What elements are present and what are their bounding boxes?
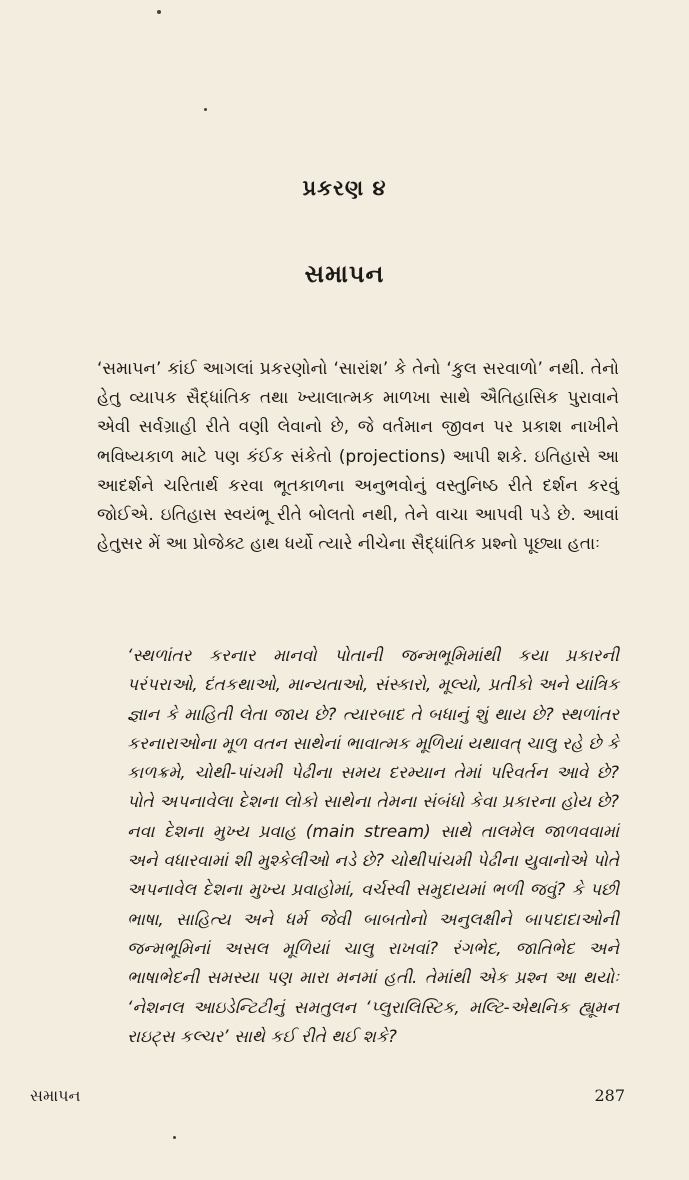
running-title: સમાપન bbox=[30, 1086, 81, 1105]
page-number: 287 bbox=[594, 1086, 625, 1105]
chapter-title: સમાપન bbox=[304, 260, 385, 288]
body-paragraph: ‘સમાપન’ કાંઈ આગલાં પ્રકરણોનો ‘સારાંશ’ કે તેનો ‘કુલ સરવાળો’ નથી. તેનો હેતુ વ્યાપક સૈદ્ધાંતિક તથા ખ્યાલાત્મક માળખા સાથે ઐતિહાસિક પુરાવાને એવી સર્વગ્રાહી રીતે વણી લેવાનો છે, જે વર્તમાન જીવન પર પ્રકાશ નાખીને ભવિષ્યકાળ માટે પણ કંઈક સંકેતો (projections) આપી શકે. ઇતિહાસે આ આદર્શને ચરિતાર્થ કરવા ભૂતકાળના અનુભવોનું વસ્તુનિષ્ઠ રીતે દર્શન કરવું જોઈએ. ઇતિહાસ સ્વયંભૂ રીતે બોલતો નથી, તેને વાચા આપવી પડે છે. આવાં હેતુસર મેં આ પ્રોજેક્ટ હાથ ધર્યો ત્યારે નીચેના સૈદ્ધાંતિક પ્રશ્નો પૂછ્યા હતાઃ bbox=[97, 359, 619, 555]
ink-speck bbox=[157, 10, 161, 14]
ink-speck bbox=[204, 108, 207, 111]
chapter-number: પ્રકરણ ૪ bbox=[302, 176, 387, 200]
ink-speck bbox=[173, 1136, 176, 1139]
quoted-questions: ‘સ્થળાંતર કરનાર માનવો પોતાની જન્મભૂમિમાંથી કયા પ્રકારની પરંપરાઓ, દંતકથાઓ, માન્યતાઓ, સંસ્કારો, મૂલ્યો, પ્રતીકો અને યાંત્રિક જ્ઞાન કે માહિતી લેતા જાય છે? ત્યારબાદ તે બધાનું શું થાય છે? સ્થળાંતર કરનારાઓના મૂળ વતન સાથેનાં ભાવાત્મક મૂળિયાં યથાવત્ ચાલુ રહે છે કે કાળક્રમે, ચોથી-પાંચમી પેઢીના સમય દરમ્યાન તેમાં પરિવર્તન આવે છે? પોતે અપનાવેલા દેશના લોકો સાથેના તેમના સંબંધો કેવા પ્રકારના હોય છે? નવા દેશના મુખ્ય પ્રવાહ (main stream) સાથે તાલમેલ જાળવવામાં અને વધારવામાં શી મુશ્કેલીઓ નડે છે? ચોથીપાંચમી પેઢીના યુવાનોએ પોતે અપનાવેલ દેશના મુખ્ય પ્રવાહોમાં, વર્ચસ્વી સમુદાયમાં ભળી જવું? કે પછી ભાષા, સાહિત્ય અને ધર્મ જેવી બાબતોનો અનુલક્ષીને બાપદાદાઓની જન્મભૂમિનાં અસલ મૂળિયાં ચાલુ રાખવાં? રંગભેદ, જાતિભેદ અને ભાષાભેદની સમસ્યા પણ મારા મનમાં હતી. તેમાંથી એક પ્રશ્ન આ થયોઃ ‘નેશનલ આઇડેન્ટિટીનું સમતુલન ‘પ્લુરાલિસ્ટિક, મલ્ટિ-એથનિક હ્યૂમન રાઇટ્સ કલ્ચર’ સાથે કઈ રીતે થઈ શકે? bbox=[127, 646, 619, 1047]
